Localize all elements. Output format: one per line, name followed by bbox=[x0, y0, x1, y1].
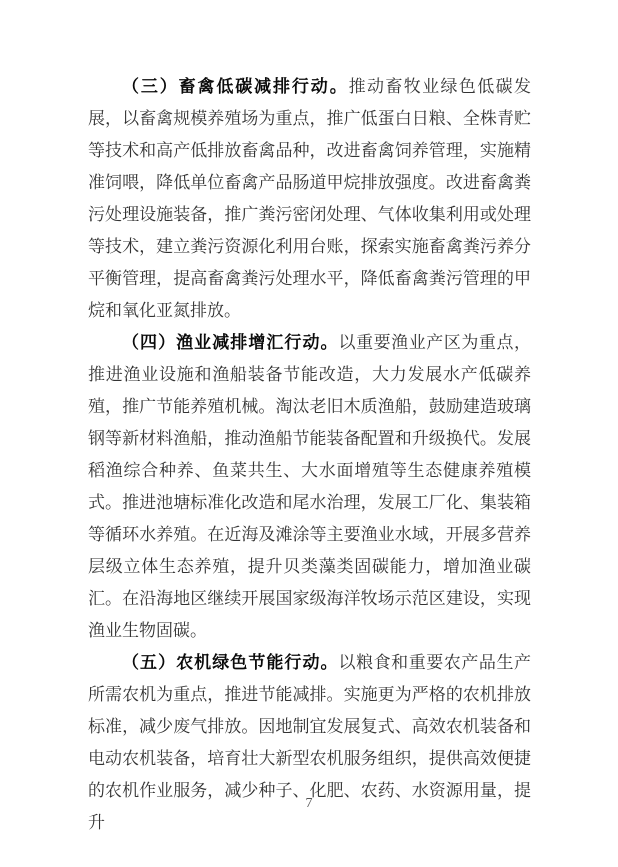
paragraph-section-5-heading: （五）农机绿色节能行动。 bbox=[122, 653, 339, 672]
paragraph-section-3-heading: （三）畜禽低碳减排行动。 bbox=[122, 77, 349, 96]
paragraph-section-5-body: 以粮食和重要农产品生产所需农机为重点，推进节能减排。实施更为严格的农机排放标准，减少废气排放。因地制宜发展复式、高效农机装备和电动农机装备，培育壮大新型农机服务组织，提供高效便捷的农机作业服务，减少种子、化肥、农药、水资源用量，提升 bbox=[88, 653, 532, 832]
paragraph-section-3-body: 推动畜牧业绿色低碳发展，以畜禽规模养殖场为重点，推广低蛋白日粮、全株青贮等技术和高产低排放畜禽品种，改进畜禽饲养管理，实施精准饲喂，降低单位畜禽产品肠道甲烷排放强度。改进畜禽粪污处理设施装备，推广粪污密闭处理、气体收集利用或处理等技术，建立粪污资源化利用台账，探索实施畜禽粪污养分平衡管理，提高畜禽粪污处理水平，降低畜禽粪污管理的甲烷和氧化亚氮排放。 bbox=[88, 77, 532, 320]
paragraph-section-4-heading: （四）渔业减排增汇行动。 bbox=[122, 333, 339, 352]
paragraph-section-4 bbox=[88, 327, 531, 647]
document-body bbox=[88, 71, 531, 839]
page-number: 7 bbox=[305, 796, 313, 811]
paragraph-section-3 bbox=[88, 71, 531, 327]
paragraph-section-4-body: 以重要渔业产区为重点，推进渔业设施和渔船装备节能改造，大力发展水产低碳养殖，推广节能养殖机械。淘汰老旧木质渔船，鼓励建造玻璃钢等新材料渔船，推动渔船节能装备配置和升级换代。发展稻渔综合种养、鱼菜共生、大水面增殖等生态健康养殖模式。推进池塘标准化改造和尾水治理，发展工厂化、集装箱等循环水养殖。在近海及滩涂等主要渔业水域，开展多营养层级立体生态养殖，提升贝类藻类固碳能力，增加渔业碳汇。在沿海地区继续开展国家级海洋牧场示范区建设，实现渔业生物固碳。 bbox=[88, 333, 532, 640]
